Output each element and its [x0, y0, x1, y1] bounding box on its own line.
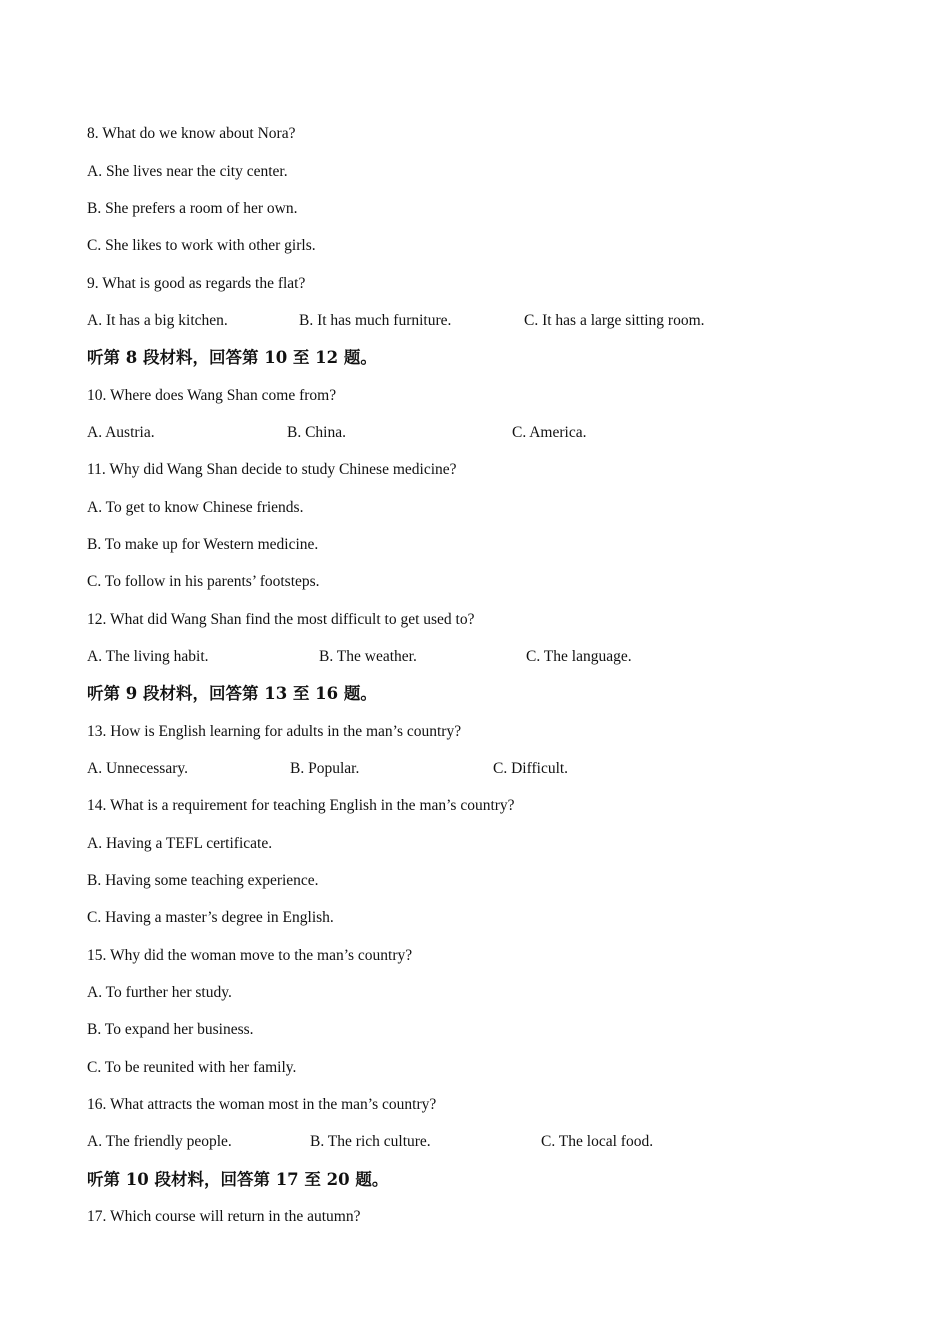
option-8b: B. She prefers a room of her own. — [87, 200, 298, 217]
option-9a: A. It has a big kitchen. — [87, 312, 228, 329]
section-heading-10: 听第 10 段材料，回答第 17 至 20 题。 — [87, 1170, 389, 1189]
option-15b: B. To expand her business. — [87, 1021, 254, 1038]
option-9c: C. It has a large sitting room. — [524, 312, 705, 329]
option-12a: A. The living habit. — [87, 648, 209, 665]
question-9: 9. What is good as regards the flat? — [87, 275, 306, 292]
option-15a: A. To further her study. — [87, 984, 232, 1001]
option-14a: A. Having a TEFL certificate. — [87, 835, 273, 852]
option-11c: C. To follow in his parents’ footsteps. — [87, 573, 320, 590]
options-row-9 — [87, 311, 787, 331]
option-8c: C. She likes to work with other girls. — [87, 237, 316, 254]
option-16a: A. The friendly people. — [87, 1133, 232, 1150]
option-11a: A. To get to know Chinese friends. — [87, 499, 304, 516]
question-10: 10. Where does Wang Shan come from? — [87, 387, 337, 404]
options-row-12 — [87, 647, 787, 667]
option-13a: A. Unnecessary. — [87, 760, 188, 777]
option-9b: B. It has much furniture. — [299, 312, 452, 329]
question-12: 12. What did Wang Shan find the most difficult to get used to? — [87, 611, 475, 628]
option-13b: B. Popular. — [290, 760, 360, 777]
option-12b: B. The weather. — [319, 648, 417, 665]
options-row-13 — [87, 759, 787, 779]
option-15c: C. To be reunited with her family. — [87, 1059, 297, 1076]
question-17: 17. Which course will return in the autumn? — [87, 1208, 361, 1225]
option-8a: A. She lives near the city center. — [87, 163, 288, 180]
question-8: 8. What do we know about Nora? — [87, 125, 296, 142]
option-16b: B. The rich culture. — [310, 1133, 431, 1150]
question-14: 14. What is a requirement for teaching English in the man’s country? — [87, 797, 515, 814]
option-14c: C. Having a master’s degree in English. — [87, 909, 334, 926]
section-heading-8: 听第 8 段材料，回答第 10 至 12 题。 — [87, 348, 377, 367]
section-heading-9: 听第 9 段材料，回答第 13 至 16 题。 — [87, 684, 377, 703]
question-15: 15. Why did the woman move to the man’s country? — [87, 947, 413, 964]
question-16: 16. What attracts the woman most in the man’s country? — [87, 1096, 437, 1113]
question-11: 11. Why did Wang Shan decide to study Chinese medicine? — [87, 461, 457, 478]
option-12c: C. The language. — [526, 648, 632, 665]
option-10a: A. Austria. — [87, 424, 155, 441]
options-row-16 — [87, 1132, 787, 1152]
option-10b: B. China. — [287, 424, 346, 441]
option-10c: C. America. — [512, 424, 587, 441]
option-16c: C. The local food. — [541, 1133, 654, 1150]
option-14b: B. Having some teaching experience. — [87, 872, 319, 889]
option-13c: C. Difficult. — [493, 760, 569, 777]
question-13: 13. How is English learning for adults in the man’s country? — [87, 723, 462, 740]
option-11b: B. To make up for Western medicine. — [87, 536, 319, 553]
options-row-10 — [87, 423, 787, 443]
